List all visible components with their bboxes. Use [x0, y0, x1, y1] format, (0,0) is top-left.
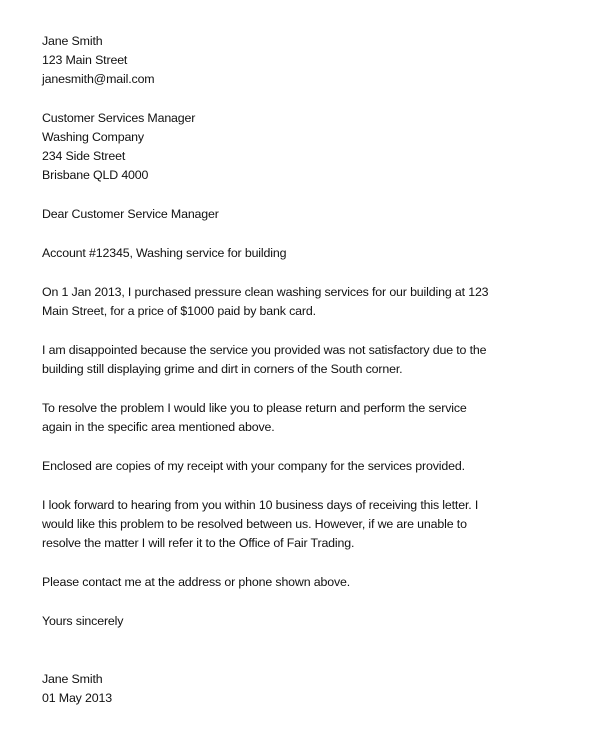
paragraph-5-line-2: would like this problem to be resolved between us. However, if we are unable to [42, 517, 467, 531]
recipient-title: Customer Services Manager [42, 111, 196, 125]
paragraph-2-line-1: I am disappointed because the service you provided was not satisfactory due to the [42, 343, 487, 357]
sender-name: Jane Smith [42, 34, 103, 48]
sender-email: janesmith@mail.com [42, 72, 155, 86]
paragraph-3-line-1: To resolve the problem I would like you to please return and perform the service [42, 401, 467, 415]
signature-name: Jane Smith [42, 672, 103, 686]
paragraph-6-line-1: Please contact me at the address or phone shown above. [42, 575, 351, 589]
paragraph-1-line-2: Main Street, for a price of $1000 paid by bank card. [42, 304, 316, 318]
sender-street: 123 Main Street [42, 53, 128, 67]
recipient-city: Brisbane QLD 4000 [42, 168, 149, 182]
paragraph-1-line-1: On 1 Jan 2013, I purchased pressure clean washing services for our building at 123 [42, 285, 489, 299]
subject-line: Account #12345, Washing service for building [42, 246, 287, 260]
recipient-company: Washing Company [42, 130, 144, 144]
recipient-street: 234 Side Street [42, 149, 126, 163]
signature-date: 01 May 2013 [42, 691, 112, 705]
salutation: Dear Customer Service Manager [42, 207, 219, 221]
paragraph-5-line-1: I look forward to hearing from you within 10 business days of receiving this letter. I [42, 498, 479, 512]
paragraph-2-line-2: building still displaying grime and dirt in corners of the South corner. [42, 362, 403, 376]
closing: Yours sincerely [42, 614, 124, 628]
paragraph-4-line-1: Enclosed are copies of my receipt with your company for the services provided. [42, 459, 465, 473]
paragraph-3-line-2: again in the specific area mentioned above. [42, 420, 275, 434]
paragraph-5-line-3: resolve the matter I will refer it to the Office of Fair Trading. [42, 536, 355, 550]
